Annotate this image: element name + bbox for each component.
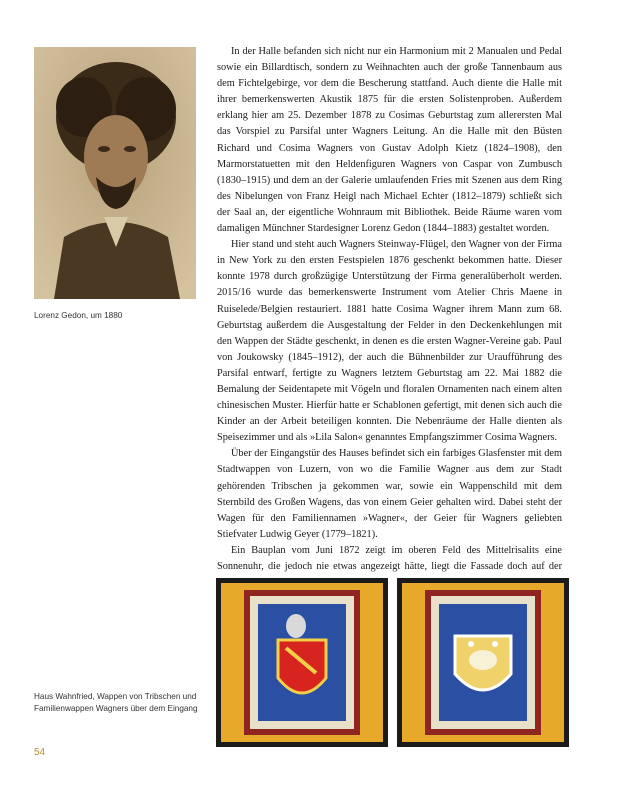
paragraph: Über der Eingangstür des Hauses befindet sich ein farbiges Glasfenster mit dem Stadtwappen von Luzern, von wo die Familie Wagner aus dem zur Stadt gehörenden Tribschen ja gekommen war, sowie ein Wappenschild mit dem Sternbild des Großen Wagens, das von einem Geier gehalten wird. Dabei steht der Wagen für den Familiennamen »Wagner«, der Geier für Wagners geliebten Stiefvater Ludwig Geyer (1779–1821). (217, 448, 562, 540)
portrait-photo-lorenz-gedon (34, 47, 196, 299)
main-article-text (217, 44, 562, 591)
windows-caption: Haus Wahnfried, Wappen von Tribschen und Familienwappen Wagners über dem Eingang (34, 692, 198, 713)
paragraph: In der Halle befanden sich nicht nur ein Harmonium mit 2 Manualen und Pedal sowie ein Billardtisch, sondern zu Weihnachten auch der große Tannenbaum aus dem Fichtelgebirge, vor dem die Bescherung stattfand. Auch diente die Halle mit ihrer bemerkenswerten Akustik 1875 für die ersten Solistenproben. Außerdem erklang hier am 25. Dezember 1878 zu Cosimas Geburtstag zum allerersten Mal das Vorspiel zu Parsifal unter Wagners Leitung. An die Halle mit den Büsten Richard und Cosima Wagners von Gustav Adolph Kietz (1824–1908), den Marmorstatuetten mit den Heldenfiguren Wagners von Caspar von Zumbusch (1830–1915) und dem an der Galerie umlaufenden Fries mit Szenen aus dem Ring des Nibelungen von Franz Heigl nach Michael Echter (1812–1879) schließt sich der Saal an, der eigentliche Wohnraum mit Bibliothek. Beide Räume waren vom damaligen Münchner Stardesigner Lorenz Gedon (1844–1883) gestaltet worden. (217, 46, 562, 235)
portrait-caption: Lorenz Gedon, um 1880 (34, 311, 123, 320)
stained-glass-window-lucerne (216, 578, 388, 747)
paragraph: Ein Bauplan vom Juni 1872 zeigt im oberen Feld des Mittelrisalits eine Sonnenuhr, die jedoch nie etwas angezeigt hätte, liegt die Fassade doch auf der (217, 544, 562, 572)
paragraph: Hier stand und steht auch Wagners Steinway-Flügel, den Wagner von der Firma in New York zu den ersten Festspielen 1876 geschenkt bekommen hatte. Dieser konnte 1978 durch großzügige Unterstützung der Firma generalüberholt werden. 2015/16 wurde das bemerkenswerte Instrument vom Atelier Chris Maene in Ruiselede/Belgien restauriert. 1881 hatte Cosima Wagner ihrem Mann zum 68. Geburtstag außerdem die Ausgestaltung der Felder in den Deckenkehlungen mit den Wappen der Städte geschenkt, in denen es die ersten Wagner-Vereine gab. Paul von Joukowsky (1845–1912), der auch die Bühnenbilder zur Uraufführung des Parsifal entwarf, fertigte zu Wagners letztem Geburtstag am 22. Mai 1882 die Bemalung der Seidentapete mit Vögeln und floralen Ornamenten nach einem alten chinesischen Muster. Hierfür hatte er Schablonen gefertigt, mit denen sich auch die Kinder an der Arbeit beteiligen konnten. Die Nebenräume der Halle dienten als Speisezimmer und als »Lila Salon« genanntes Empfangszimmer Cosima Wagners. (217, 239, 562, 444)
page-number: 54 (34, 747, 46, 758)
stained-glass-window-family-crest (397, 578, 569, 747)
